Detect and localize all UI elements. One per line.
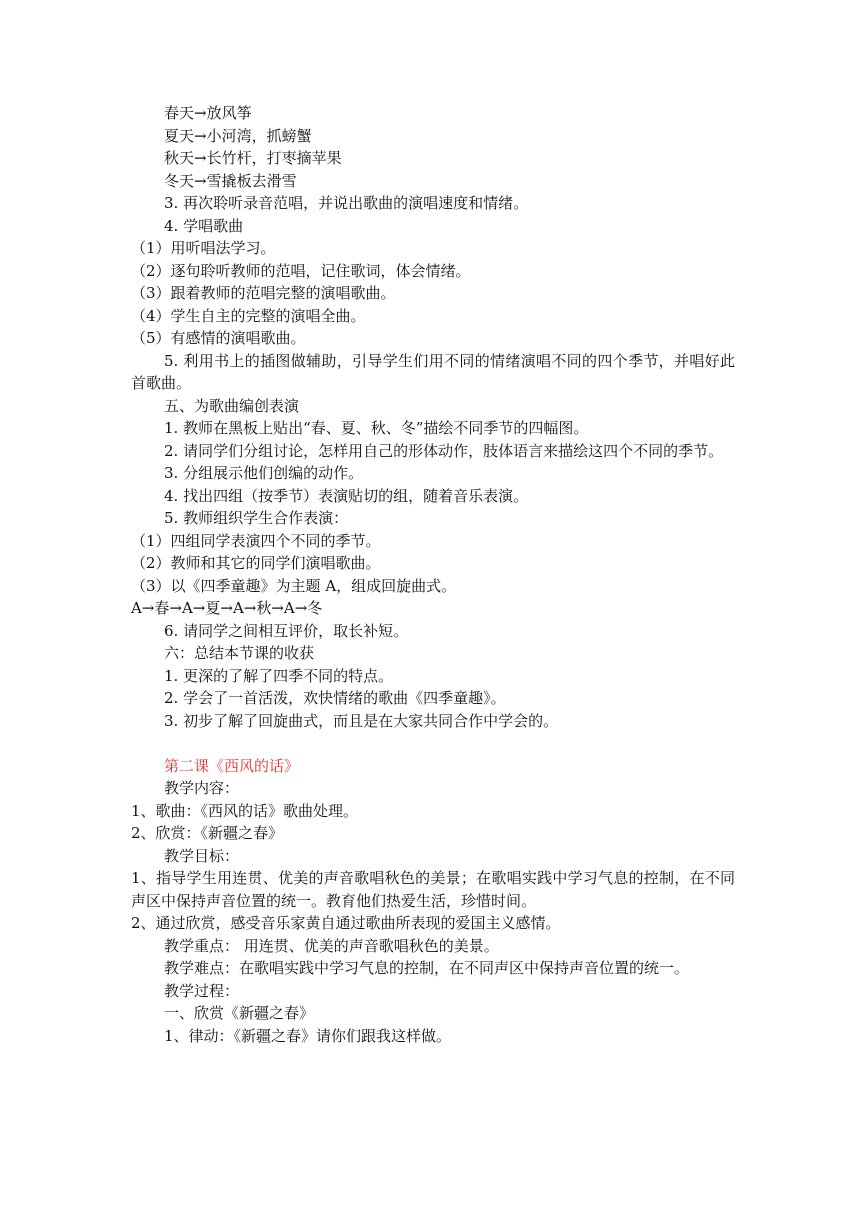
lesson-title: 第二课《西风的话》	[164, 756, 300, 775]
text-line: 4. 找出四组（按季节）表演贴切的组，随着音乐表演。	[164, 486, 529, 505]
text-line: 秋天→长竹杆，打枣摘苹果	[164, 149, 342, 167]
text-line: （4）学生自主的完整的演唱全曲。	[131, 306, 366, 325]
text-line: 1. 教师在黑板上贴出“春、夏、秋、冬”描绘不同季节的四幅图。	[164, 419, 589, 437]
blank-line	[131, 732, 735, 755]
text-line: （3）以《四季童趣》为主题 A，组成回旋曲式。	[131, 576, 457, 595]
text-line: 1、律动：《新疆之春》请你们跟我这样做。	[164, 1026, 452, 1045]
text-line: 3. 分组展示他们创编的动作。	[164, 464, 364, 482]
text-line: 2. 学会了一首活泼，欢快情绪的歌曲《四季童趣》。	[164, 689, 506, 707]
text-line: 冬天→雪撬板去滑雪	[164, 171, 297, 190]
text-line: 一、欣赏《新疆之春》	[164, 1004, 315, 1022]
difficulty: 教学难点：在歌唱实践中学习气息的控制，在不同声区中保持声音位置的统一。	[164, 959, 690, 977]
key-point: 教学重点： 用连贯、优美的声音歌唱秋色的美景。	[164, 936, 499, 955]
text-line: A→春→A→夏→A→秋→A→冬	[131, 599, 323, 617]
content-label: 教学内容：	[164, 779, 240, 797]
text-line: 夏天→小河湾，抓螃蟹	[164, 126, 312, 145]
list-item: 1、歌曲：《西风的话》歌曲处理。	[131, 801, 359, 820]
text-line: 2、通过欣赏，感受音乐家黄自通过歌曲所表现的爱国主义感情。	[131, 914, 561, 932]
text-line: （2）逐句聆听教师的范唱，记住歌词，体会情绪。	[131, 261, 471, 280]
process-label: 教学过程：	[164, 981, 240, 1000]
goals-label: 教学目标：	[164, 846, 240, 865]
text-line: 1. 更深的了解了四季不同的特点。	[164, 666, 394, 685]
text-line: 3. 再次聆听录音范唱，并说出歌曲的演唱速度和情绪。	[164, 194, 529, 212]
text-line: （2）教师和其它的同学们演唱歌曲。	[131, 554, 381, 572]
text-line: （5）有感情的演唱歌曲。	[131, 329, 306, 347]
text-line: （3）跟着教师的范唱完整的演唱歌曲。	[131, 284, 396, 302]
text-line: （1）用听唱法学习。	[131, 239, 276, 257]
text-line: 4. 学唱歌曲	[164, 216, 244, 235]
paragraph: 2. 请同学们分组讨论，怎样用自己的形体动作，肢体语言来描绘这四个不同的季节。	[164, 441, 724, 460]
paragraph: 5. 利用书上的插图做辅助，引导学生们用不同的情绪演唱不同的四个季节，并唱好此首歌曲。	[131, 351, 735, 392]
section-heading: 五、为歌曲编创表演	[164, 396, 300, 415]
section-heading: 六：总结本节课的收获	[164, 644, 315, 662]
text-line: 6. 请同学之间相互评价，取长补短。	[164, 621, 409, 640]
text-line: 5. 教师组织学生合作表演：	[164, 509, 349, 527]
text-line: （1）四组同学表演四个不同的季节。	[131, 531, 381, 550]
document-body	[131, 102, 735, 1047]
text-line: 3. 初步了解了回旋曲式，而且是在大家共同合作中学会的。	[164, 711, 559, 730]
list-item: 2、欣赏：《新疆之春》	[131, 824, 284, 842]
paragraph: 1、指导学生用连贯、优美的声音歌唱秋色的美景；在歌唱实践中学习气息的控制，在不同声区中保持声音位置的统一。教育他们热爱生活，珍惜时间。	[131, 869, 735, 910]
text-line: 春天→放风筝	[164, 104, 252, 122]
